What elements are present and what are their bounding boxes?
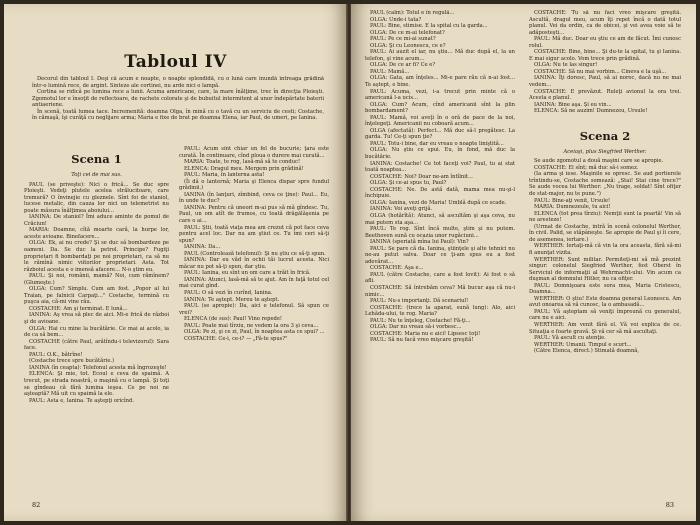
dialogue-line: IANINA (în ceapta): Telefonul acesta mă îngrozeşte!	[29, 364, 167, 371]
dialogue-line: PAUL: Bine, stimise. E la spital cu la garda...	[370, 23, 488, 30]
dialogue-line: COSTACHE: Să nu mai vorbim... Cineva e la uşă...	[534, 68, 667, 75]
dialogue-line: OLGA: Dar nu vreau să-i vorbesc...	[370, 324, 462, 331]
dialogue-line: OLGA: De ce m-ai telefonat?	[370, 29, 445, 36]
right-column-2-bottom	[529, 158, 681, 354]
dialogue-line: COSTACHE (către Paul, arătîndu-i televizorul): Sara face.	[24, 338, 169, 352]
dialogue-line: OLGA: Unde-i tata?	[370, 16, 422, 23]
dialogue-line: IANINA: Pentru că uneori m-ai pus să mă gîndesc. Tu, Paul, un om atît de frumos, cu toată drăgălăşenia pe care o ai...	[179, 204, 329, 225]
dialogue-line: WERTHER: Iertaţi-mă că vin la ora aceasta, fără să-mi fi anunţat vizita.	[529, 243, 681, 256]
dialogue-line: MARIA: Dumnezeule, tu aici!	[534, 204, 611, 211]
dialogue-line: COSTACHE: Ce-i, ce-i? — „Fă-te spus?"	[184, 335, 288, 342]
dialogue-line: (Urmat de Costache, intră în scenă colonelul Werther, în civil. Palid, se stăpâneşte. Se apropie de Paul şi îi cere, de asemenea, iertare.)	[529, 223, 681, 243]
dialogue-line: MARIA: Toate, te rog, lasă-mă să te conduc!	[184, 159, 301, 166]
dialogue-line: PAUL: Ai auzit el iar, nu ştiu... Mă duc după el, la un telefon, şi vine acum...	[365, 49, 515, 62]
dialogue-line: OLGA: Şi cu Leonescu, ce e?	[370, 42, 446, 49]
dialogue-line: IANINA (speriată mîna lui Paul): Vin?	[370, 239, 469, 246]
scene-subtitle: Toţi cei de mai sus.	[71, 172, 122, 178]
dialogue-line: PAUL: Pe ce mi-ai sunat?	[370, 36, 436, 43]
dialogue-line: COSTACHE: (trece la aparat, sună lung): Alo, aici Lehăda-ului, te rog. Maria?	[365, 304, 515, 318]
stage-direction: Decorul din tabloul I. Deşi că acum e noapte, o noapte splendidă, cu o lună care inundă întreaga grădină într-o lumină rece, de argint. Sinteze ale cortinei, nu arde nici o lampă.	[32, 76, 324, 89]
dialogue-line: COSTACHE: Ne. De astă dată, mama mea nu-şi-l închipuie.	[365, 186, 515, 200]
dialogue-line: PAUL: Bine-aţi venit, Ursule!	[534, 197, 611, 204]
dialogue-line: IANINA (în lanţuri, zîmbind, ceva ce ţine): Paul... Eu, în unde te duc?	[179, 191, 329, 205]
dialogue-line: OLGA: Nu te las singur!	[534, 62, 598, 69]
dialogue-line: PAUL: Vă ascult cu atenţie.	[534, 335, 606, 342]
dialogue-line: COSTACHE: Tu să nu faci vreo mişcare greşită. Ascultă, dragul meu, acum îţi repet încă o dată totul planul. Vei da ordin, ca de obicei, şi vei avea voie să te adăposteşti...	[529, 10, 681, 36]
dialogue-line: COSTACHE: E prevăzut. Ruleţi avionul la ora trei. Acesta e planul.	[529, 88, 681, 102]
dialogue-line: PAUL (către Costache, care a fost lovit): Ai fost o să afli.	[365, 271, 515, 285]
dialogue-line: PAUL: Mamă...	[370, 68, 410, 75]
dialogue-line: IANINA: Costache! Ce tot faceţi voi? Paul, tu ai stat toată noaptea...	[365, 160, 515, 174]
dialogue-line: COSTACHE: Maria nu e aici! Lipsesc toţi!	[370, 330, 481, 337]
scene-heading-2: Scena 2	[579, 128, 631, 143]
dialogue-line: PAUL: Se pare că da. Ianina, ştiinţele şi alte tehnici nu ne-au putut salva. Doar ce ţi-am spus eu a fost adevărat...	[365, 245, 515, 265]
dialogue-line: IANINA: Te aştept. Mereu te aştept.	[184, 296, 280, 303]
stage-directions-intro	[32, 76, 324, 122]
dialogue-line: PAUL: O.K., bătrîne!	[29, 351, 83, 358]
dialogue-line: Se aude zgomotul a două maşini care se apropie.	[534, 158, 664, 165]
dialogue-line: PAUL: Maria, în lanterna asta!	[184, 172, 265, 179]
dialogue-line: (Îi dă o lanternă; Maria şi Elenca dispar spre fundul grădinii.)	[179, 178, 329, 192]
right-page	[351, 4, 696, 521]
dialogue-line: OLGA: De ce ar fi? Ce e?	[370, 62, 436, 69]
page-title: Tabloul IV	[124, 52, 227, 72]
dialogue-line: MARIA: Doamne, cîtă moarte cară, la hurpe lor, aceste avioane. Binefacere...	[24, 227, 169, 240]
dialogue-line: IANINA: Voi aveţi grijă.	[370, 206, 433, 213]
dialogue-line: (Costache trece spre bucătărie.)	[29, 358, 115, 365]
dialogue-line: PAUL: Asta e, Ianina. Te aştepţi oricînd.	[29, 397, 134, 404]
dialogue-line: COSTACHE: El sînt; mă duc să-i somez.	[534, 164, 639, 171]
dialogue-line: IANINA: Atunci, lasă-mă să te ajut. Am în faţă totul cel mai curat gînd.	[179, 276, 329, 290]
dialogue-line: IANINA: De staniol? Îmi aduce aminte de pomul de Crăciun!	[24, 214, 169, 227]
dialogue-line: IANINA: Îţi doresc, Paul, să ai noroc, dacă nu ne mai vedem...	[529, 75, 681, 89]
dialogue-line: ELENCA: Şi mie, tot. Ecoul e ceva de spaimă. A trecut, pe strada noastră, o maşină cu o lampă. Şi toţi se gîndeau că fără lumina ieşea. Ce pe noi ne aşteaptă? Mă uit cu spaimă la ele.	[24, 371, 169, 398]
dialogue-line: PAUL: Totu-i bine, dar eu vreau o noapte liniştită...	[370, 140, 504, 147]
dialogue-line: PAUL: Mă duc. Doar eu ştiu ce am de făcut. Îmi cunosc rolul.	[529, 36, 681, 49]
right-column-2	[529, 10, 681, 494]
scene-heading: Scena 1	[71, 152, 122, 166]
dialogue-line: PAUL: Acum sînt chiar un fel de bucurie; ţara este curată. În continuare, cînd ploua o durere mai curată...	[179, 146, 329, 159]
dialogue-line: PAUL: Te rog. Sînt încă multe, ştim şi nu putem. Beethoven sună cu ocazia unor rugăciuni...	[365, 226, 515, 239]
dialogue-line: COSTACHE: Să întrebăm ceva? Mă bucur aşa că nu-i nimic...	[365, 284, 515, 298]
dialogue-line: OLGA: Pe zi, şi ce zi, Paul, în noaptea asta ce spui? ...	[184, 329, 325, 336]
dialogue-line: PAUL: Şi noi, românii, mamă? Noi, cum rămînem? (Glumeşte.)	[24, 273, 169, 286]
dialogue-line: PAUL: O să vezi în curînd, Ianina.	[184, 290, 273, 297]
dialogue-line: OLGA (afectată): Perfect... Mă duc să-l pregătesc. La garda. Tu! Ce-ţi spun ţie?	[365, 127, 515, 141]
dialogue-line: PAUL: Să nu facă vreo mişcare greşită!	[370, 337, 474, 344]
dialogue-line: OLGA: Cum? Acum, cînd americanii sînt la plin bombardament?	[365, 101, 515, 115]
dialogue-line: IANINA: Da...	[184, 244, 221, 251]
dialogue-line: PAUL: Ianina, eu sînt un om care a trăit în frică.	[184, 270, 311, 277]
dialogue-line: OLGA (hotărîtă): Atunci, să ascultăm şi aşa ceva, nu mai putem sta aşa...	[365, 212, 515, 226]
left-column-1	[24, 146, 169, 498]
right-column-1	[365, 10, 515, 494]
scene-subtitle-2: Aceiaşi, plus Siegfried Werther.	[563, 148, 647, 155]
dialogue-line: OLGA: Şi ce-ai spus tu, Paul?	[370, 180, 447, 187]
dialogue-line: OLGA: Cum? Simplu. Cum am fost. „Popor al lui Traian, pe falnicii Carpaţi..." Costache, termină cu puşca aia, că-mi vine rău.	[24, 286, 169, 306]
dialogue-line: COSTACHE: Bine, bine... Şi du-te la spital, tu şi Ianina. E mai sigur acolo. Vom trece prin grădină.	[529, 49, 681, 62]
dialogue-line: COSTACHE: Noi? Doar ne-am întîlnit...	[370, 173, 473, 180]
dialogue-line: OLGA: Nu ştiu ce spui. Eu, în fond, mă duc la bucătărie.	[365, 147, 515, 161]
left-column-2	[179, 146, 329, 498]
dialogue-line: WERTHER: Am venit fără el. Vă voi explica de ce. Situaţia e foarte gravă. Şi vă cer să mă ascultaţi.	[529, 321, 681, 335]
dialogue-line: PAUL (se priveşte): Nici o frică… Se duc spre Ploieşti. Vedeţi plutele acelea strălucitoare, care tremură? O învinejie cu gleznele. Sînt foi de staniol, lucese metalic, din cauza lor nici un telemetrist nu poate măsura înălţimea aboiului...	[24, 181, 169, 214]
dialogue-line: PAUL (Controlează telefonul): Şi nu ştiu ce să-ţi spun.	[184, 250, 326, 257]
dialogue-line: PAUL: Acuma, vezi, i-a trecut prin minte că o americană l-a ucis...	[365, 88, 515, 102]
dialogue-line: (Ia arma şi iese. Maşinile se opresc. Se aud portierele trîntindu-se, Costache somează: „Stai! Stai cine trece?" Se aude vocea lui Werther: „Nu trage, soldat! Sînt ofiţer de stat-major, nu te pune.")	[529, 171, 681, 198]
left-page	[4, 4, 347, 521]
dialogue-line: OLGA: Gata, am înţeles... Mi-e pare rău că n-ai fost... Te aştept, e bine.	[365, 75, 515, 89]
page-number: 82	[32, 501, 41, 509]
page-number-right: 83	[665, 501, 674, 509]
dialogue-line: ELENCA: Să ne auzim! Dumnezeu, Ursule!	[534, 108, 648, 115]
dialogue-line: (Către Elenca, direct.) Stimată doamnă,	[534, 348, 640, 355]
dialogue-line: ELENCA (de sus): Paul! Vino repede!	[184, 316, 282, 323]
dialogue-line: PAUL: Nu te înţeleg, Costache! Fă-ţi...	[370, 317, 471, 324]
dialogue-line: IANINA: Dar eu văd în ochii tăi lucrul acesta. Nici măcar nu pot să-ţi spun, dar ştiu.	[179, 257, 329, 270]
dialogue-line: WERTHER: Umanii. Timpul e scurt...	[534, 341, 632, 348]
dialogue-line: PAUL: Domnişoara este sora mea, Maria Cristescu, Doamna...	[529, 282, 681, 296]
dialogue-line: PAUL: Vă aşteptam să veniţi împreună cu generalul, care nu e aici.	[529, 308, 681, 322]
dialogue-line: IANINA: Aş vrea să plec de aici. Mi-e frică de război şi de avioane.	[24, 312, 169, 326]
dialogue-line: WERTHER: O ştiu! Este doamna general Leonescu. Am avut onoarea să vă cunosc, la o ambasadă...	[529, 295, 681, 309]
right-column-2-top	[529, 10, 681, 115]
dialogue-line: OLGA: Ianina, vezi de Maria! Umblă după ce scade.	[370, 199, 507, 206]
dialogue-line: OLGA: Hai cu mine la bucătărie. Ce mai ai acolo, ia de ca să bem...	[24, 325, 169, 339]
dialogue-line: OLGA: Ek, ai nu crede? Şi se duc să bombardeze pe oameni. Da. Se duc la petrol. Principe? Fugiţi proprietari fi bombardaţi pe noi proprietari, ca să nu le rămînă nimic viitorilor proprietari. Asta. Tot războiul acesta e o imensă afacere... N-o ştim eu.	[24, 240, 169, 273]
dialogue-line: ELENCA: Dragul meu. Mergem prin grădină!	[184, 165, 304, 172]
dialogue-line: PAUL: Mamă, voi aveţi în o oră de pace de la noi, înţelegeţi. Americanii nu coboară acum...	[365, 114, 515, 128]
dialogue-line: COSTACHE: Aşa e...	[370, 265, 424, 272]
dialogue-line: IANINA: Bine aşa. Şi eu vin...	[534, 101, 612, 108]
stage-direction: Cortina se ridică pe lumina rece a lunii. Acuma americane, care, la mare înălţime, trec în direcţia Ploieşti. Zgomotul lor e însoţit de reflectoare, de rachete colorate şi de bubuitul intermitent al unor îndepărtate baterii antiaeriene.	[32, 89, 324, 109]
dialogue-line: PAUL: Nu-s importanţi. Dă scenariul!	[370, 298, 469, 305]
dialogue-line: PAUL: Ştii, toată viaţa mea am crezut că pot face ceva pentru acel loc. Dar nu am ştiut ce. Tu îmi ceri să-ţi spun?	[179, 224, 329, 244]
dialogue-line: ELENCA (tot prea tîrziu): Nemţii sunt la poartă! Vin să ne aresteze!	[529, 210, 681, 224]
dialogue-line: PAUL (calm): Totul e în regulă...	[370, 10, 455, 16]
stage-direction: În scenă, toată lumea tace. Incremenită: doamna Olga, în mină cu o tavă cu un serviciu de cesti; Costache, în cămaşă, îşi curăţă cu neglijare arma; Maria e fixe de brat pe doamna Elena, iar Paul, de umeri, pe Ianina.	[32, 108, 324, 122]
dialogue-line: PAUL (se apropie): Da, aici e telefonul. Să spun ce vrei?	[179, 303, 329, 316]
dialogue-line: WERTHER: Sunt militar. Permiteţi-mi să mă prezint singur: colonelul Siegfried Werther, fost Oberst în Serviciul de informaţii al Wehrmacht-ului. Vin acum ca duşman al domnului Hitler, nu ca ofiţer.	[529, 256, 681, 283]
dialogue-line: COSTACHE: Am şi terminat. E lună...	[29, 305, 128, 312]
dialogue-line: PAUL: Poate mai tîrziu, ne vedem la ora 3 şi ceva...	[184, 322, 319, 329]
